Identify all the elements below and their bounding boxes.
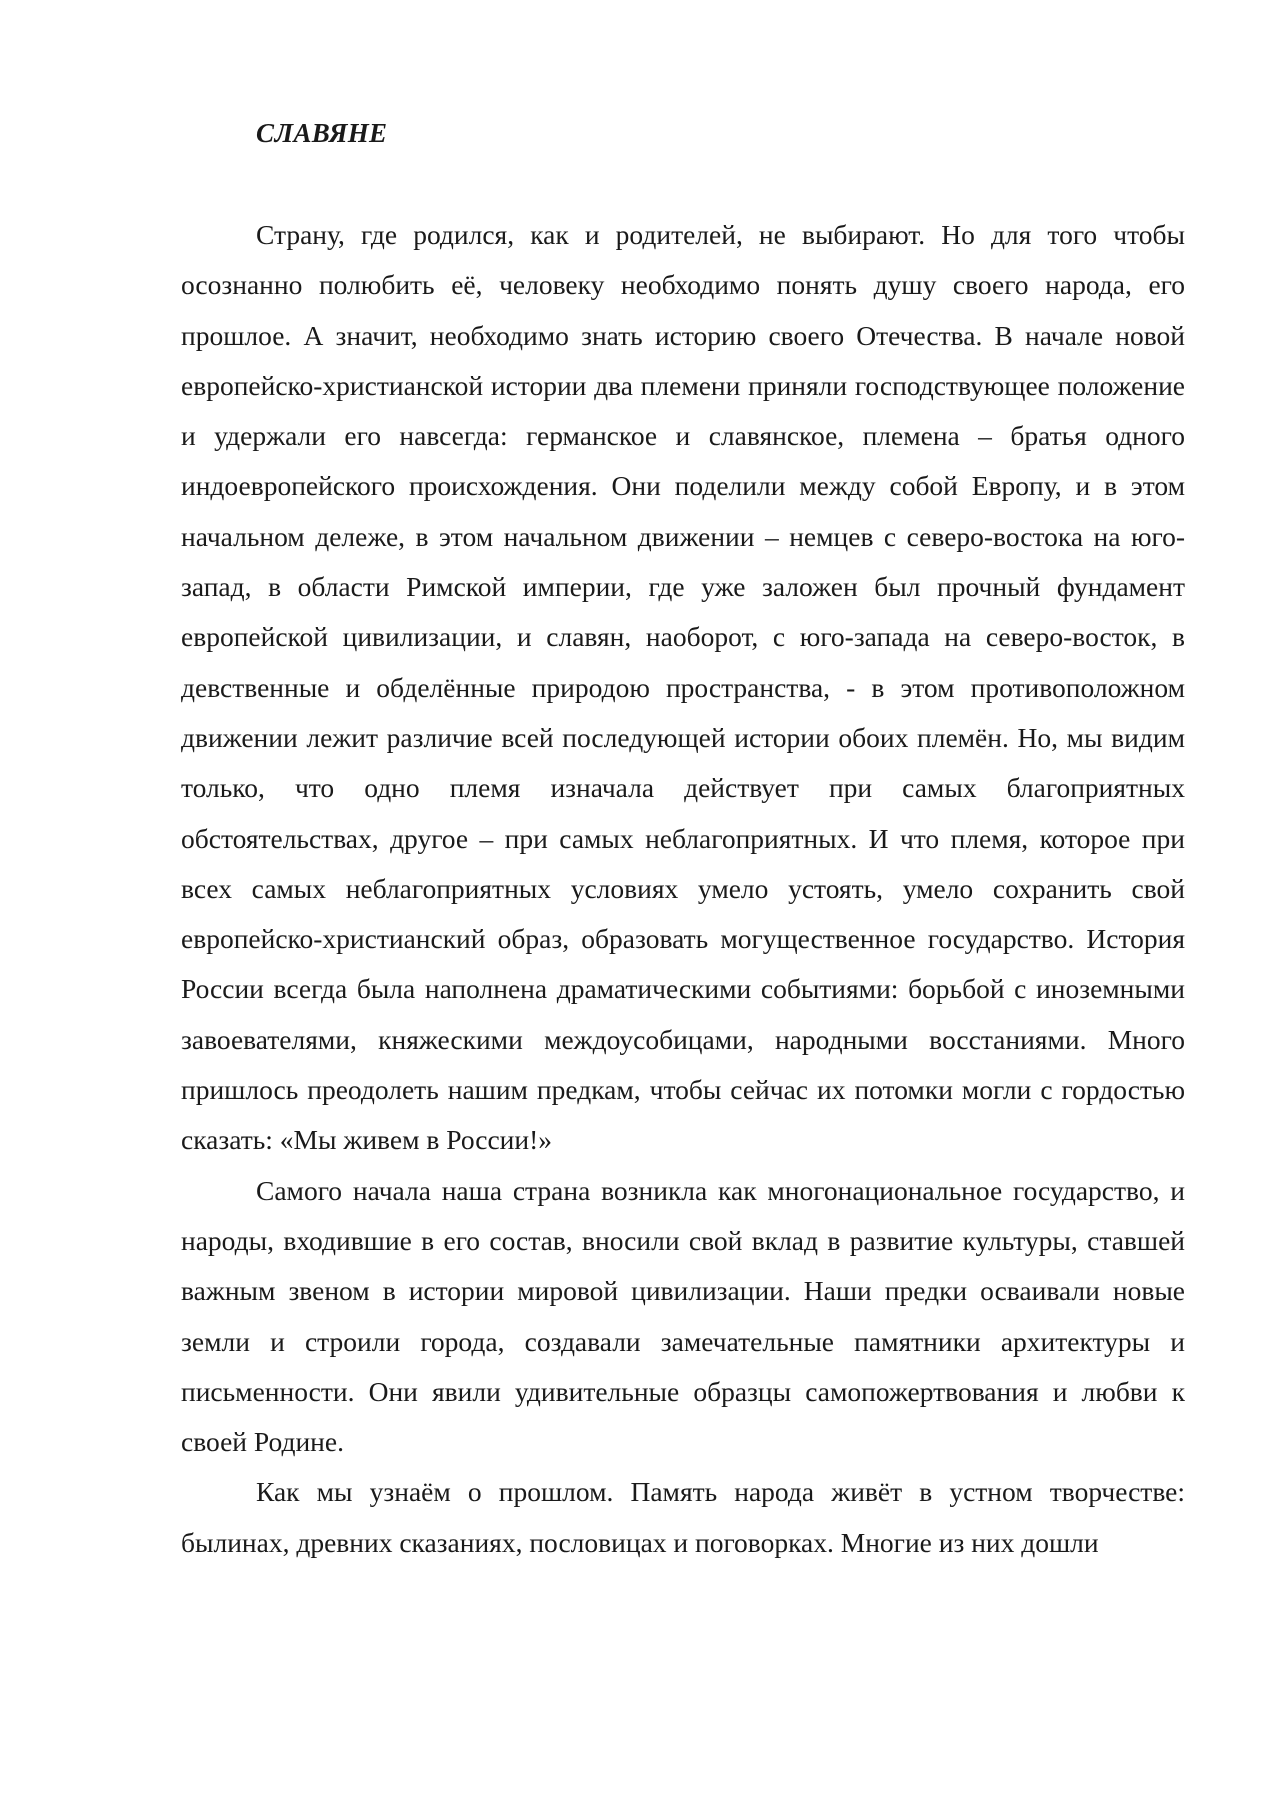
- paragraph: Страну, где родился, как и родителей, не выбирают. Но для того чтобы осознанно полюбить её, человеку необходимо понять душу своего народа, его прошлое. А значит, необходимо знать историю своего Отечества. В начале новой европейско-христианской истории два племени приняли господствующее положение и удержали его навсегда: германское и славянское, племена – братья одного индоевропейского происхождения. Они поделили между собой Европу, и в этом начальном дележе, в этом начальном движении – немцев с северо-востока на юго-запад, в области Римской империи, где уже заложен был прочный фундамент европейской цивилизации, и славян, наоборот, с юго-запада на северо-восток, в девственные и обделённые природою пространства, - в этом противоположном движении лежит различие всей последующей истории обоих племён. Но, мы видим только, что одно племя изначала действует при самых благоприятных обстоятельствах, другое – при самых неблагоприятных. И что племя, которое при всех самых неблагоприятных условиях умело устоять, умело сохранить свой европейско-христианский образ, образовать могущественное государство. История России всегда была наполнена драматическими событиями: борьбой с иноземными завоевателями, княжескими междоусобицами, народными восстаниями. Много пришлось преодолеть нашим предкам, чтобы сейчас их потомки могли с гордостью сказать: «Мы живем в России!»: [181, 219, 1185, 1156]
- document-title: СЛАВЯНЕ: [256, 118, 388, 148]
- paragraph: Самого начала наша страна возникла как многонациональное государство, и народы, входившие в его состав, вносили свой вклад в развитие культуры, ставшей важным звеном в истории мировой цивилизации. Наши предки осваивали новые земли и строили города, создавали замечательные памятники архитектуры и письменности. Они явили удивительные образцы самопожертвования и любви к своей Родине.: [181, 1174, 1185, 1458]
- document-body: [181, 210, 1185, 1568]
- paragraph: Как мы узнаём о прошлом. Память народа живёт в устном творчестве: былинах, древних сказаниях, пословицах и поговорках. Многие из них дошли: [181, 1476, 1185, 1558]
